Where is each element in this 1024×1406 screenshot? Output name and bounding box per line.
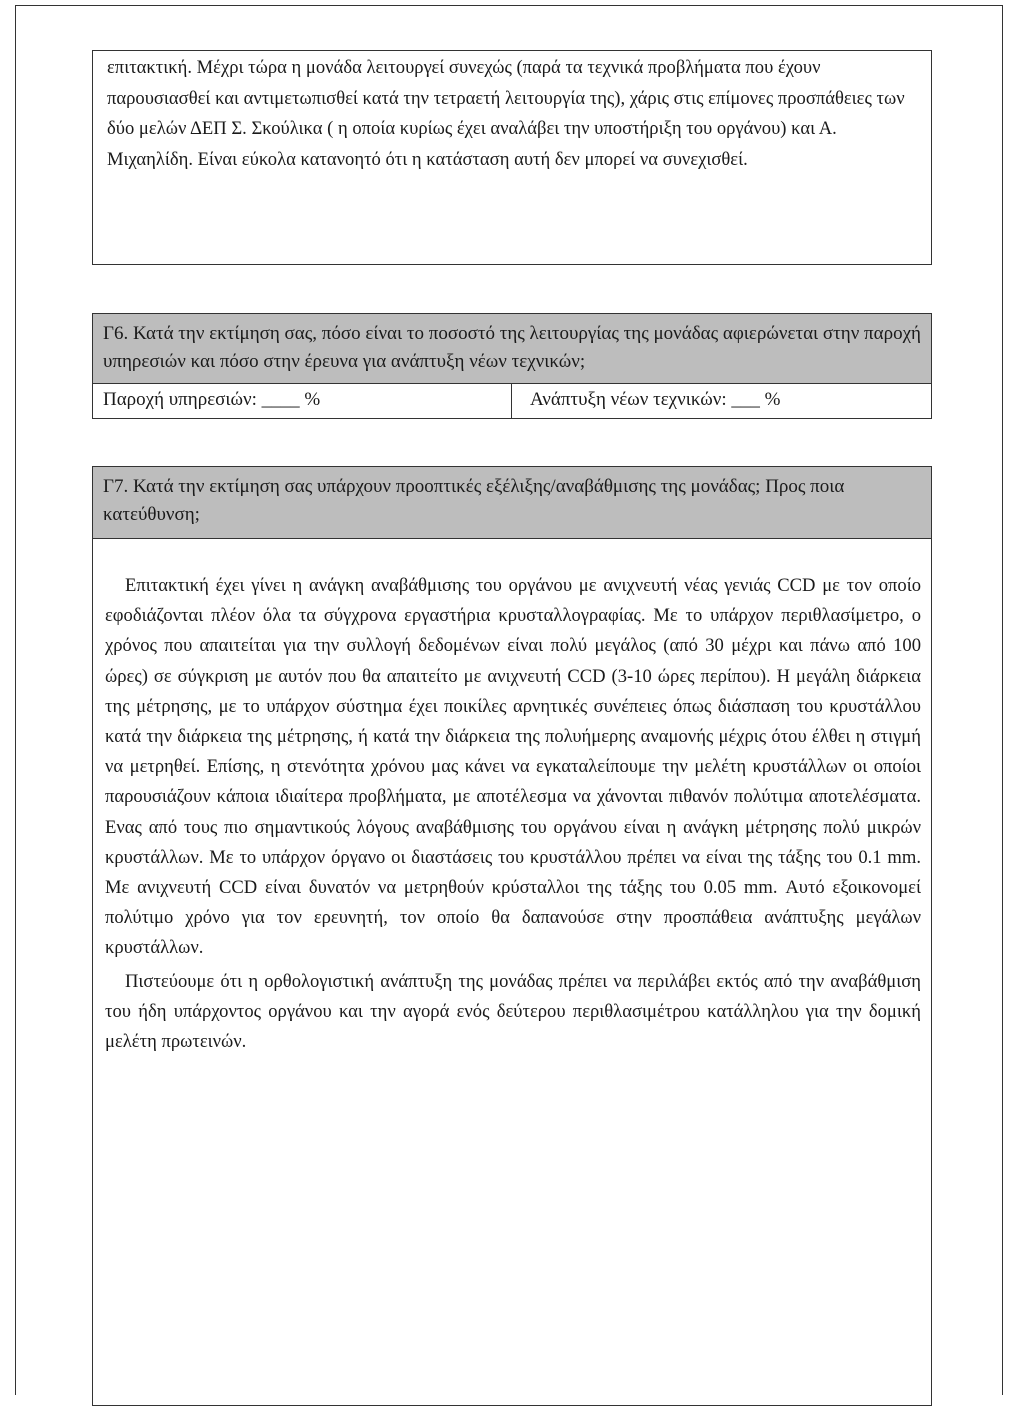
question-g7-title: Γ7. Κατά την εκτίμηση σας υπάρχουν προοπτικές εξέλιξης/αναβάθμισης της μονάδας; Προς ποια κατεύθυνση;: [93, 467, 931, 539]
answer-paragraph-1: Επιτακτική έχει γίνει η ανάγκη αναβάθμισης του οργάνου με ανιχνευτή νέας γενιάς CCD με τον οποίο εφοδιάζονται πλέον όλα τα σύγχρονα εργαστήρια κρυσταλλογραφίας. Με το υπάρχον περιθλασίμετρο, ο χρόνος που απαιτείται για την συλλογή δεδομένων είναι πολύ μεγάλος (από 30 μέχρι και πάνω από 100 ώρες) σε σύγκριση με αυτόν που θα απαιτείτο με ανιχνευτή CCD (3-10 ώρες περίπου). Η μεγάλη διάρκεια της μέτρησης, με το υπάρχον σύστημα έχει ποικίλες αρνητικές συνέπειες όπως διάσπαση του κρυστάλλου κατά την διάρκεια της μέτρησης, ή κατά την διάρκεια της πολυήμερης αναμονής μέχρις ότου έλθει η στιγμή να μετρηθεί. Επίσης, η στενότητα χρόνου μας κάνει να εγκαταλείπουμε την μελέτη κρυστάλλων οι οποίοι παρουσιάζουν κάποια ιδιαίτερα προβλήματα, με αποτέλεσμα να χάνονται πιθανόν πολύτιμα αποτελέσματα. Ενας από τους πιο σημαντικούς λόγους αναβάθμισης του οργάνου είναι η ανάγκη μέτρησης πολύ μικρών κρυστάλλων. Με το υπάρχον όργανο οι διαστάσεις του κρυστάλλου πρέπει να είναι της τάξης του 0.1 mm. Με ανιχνευτή CCD είναι δυνατόν να μετρηθούν κρύσταλλοι της τάξης του 0.05 mm. Αυτό εξοικονομεί πολύτιμο χρόνο για τον ερευνητή, τον οποίο θα δαπανούσε στην προσπάθεια ανάπτυξης μεγάλων κρυστάλλων.: [105, 575, 921, 959]
development-percentage-field: Ανάπτυξη νέων τεχνικών: ___ %: [530, 389, 781, 410]
previous-answer-box: [92, 50, 932, 265]
question-g6-title: Γ6. Κατά την εκτίμηση σας, πόσο είναι το ποσοστό της λειτουργίας της μονάδας αφιερώνεται στην παροχή υπηρεσιών και πόσο στην έρευνα για ανάπτυξη νέων τεχνικών;: [93, 314, 931, 384]
services-percentage-field: Παροχή υπηρεσιών: ____ %: [93, 384, 512, 418]
answer-paragraph-2: Πιστεύουμε ότι η ορθολογιστική ανάπτυξη της μονάδας πρέπει να περιλάβει εκτός από την αναβάθμιση του ήδη υπάρχοντος οργάνου και την αγορά ενός δεύτερου περιθλασιμέτρου κατάλληλου για την δομική μελέτη πρωτεινών.: [105, 970, 921, 1053]
previous-answer-text: επιτακτική. Μέχρι τώρα η μονάδα λειτουργεί συνεχώς (παρά τα τεχνικά προβλήματα που έχουν παρουσιασθεί και αντιμετωπισθεί κατά την τετραετή λειτουργία της), χάρις στις επίμονες προσπάθειες των δύο μελών ΔΕΠ Σ. Σκούλικα ( η οποία κυρίως έχει αναλάβει την υποστήριξη του οργάνου) και Α. Μιχαηλίδη. Είναι εύκολα κατανοητό ότι η κατάσταση αυτή δεν μπορεί να συνεχισθεί.: [107, 57, 905, 170]
question-g7-answer: [93, 539, 931, 1057]
question-g6-box: [92, 313, 932, 419]
question-g7-box: [92, 466, 932, 1406]
question-g6-answer-row: [93, 384, 931, 418]
